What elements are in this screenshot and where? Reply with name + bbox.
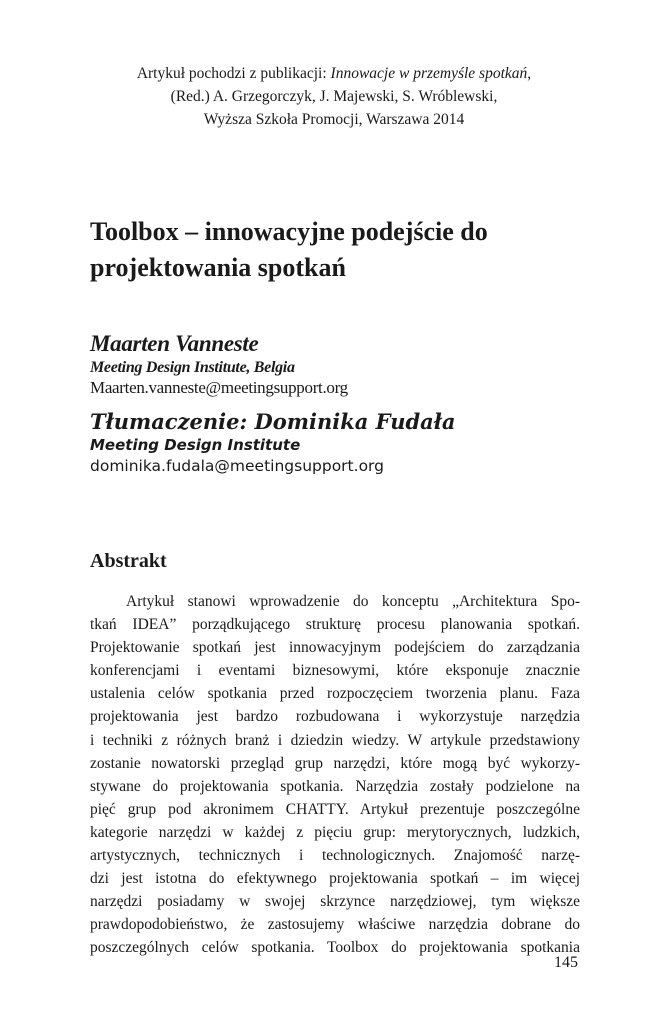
abstract-line: ustalenia celów spotkania przed rozpoczęciem tworzenia planu. Faza bbox=[90, 685, 580, 703]
abstract-line: projektowania jest bardzo rozbudowana i wykorzystuje narzędzia bbox=[90, 708, 580, 726]
abstract-line: stywane do projektowania spotkania. Narzędzia zostały podzielone na bbox=[90, 777, 580, 795]
abstract-line: Artykuł stanowi wprowadzenie do konceptu „Architektura Spo- bbox=[126, 593, 580, 610]
abstract-line: narzędzi posiadamy w swojej skrzynce narzędziowej, tym większe bbox=[90, 893, 580, 911]
author-name: Maarten Vanneste bbox=[90, 331, 259, 356]
abstract-line: kategorie narzędzi w każdej z pięciu grup: merytorycznych, ludzkich, bbox=[90, 823, 580, 841]
source-prefix: Artykuł pochodzi z publikacji: bbox=[136, 65, 331, 82]
source-line-1 bbox=[0, 62, 668, 85]
abstract-line: i techniki z różnych branż i dziedzin wiedzy. W artykule przedstawiony bbox=[90, 731, 580, 749]
source-publication-title: Innowacje w przemyśle spotkań bbox=[330, 65, 528, 82]
page-number: 145 bbox=[554, 954, 578, 971]
article-title-line-2: projektowania spotkań bbox=[90, 253, 346, 282]
abstract-line: tkań IDEA” porządkującego strukturę procesu planowania spotkań. bbox=[90, 616, 580, 634]
source-line-2: (Red.) A. Grzegorczyk, J. Majewski, S. Wróblewski, bbox=[170, 88, 498, 105]
abstract-line: pięć grup pod akronimem CHATTY. Artykuł prezentuje poszczególne bbox=[90, 800, 580, 818]
article-title-line-1: Toolbox – innowacyjne podejście do bbox=[90, 217, 488, 246]
article-title bbox=[90, 214, 590, 286]
abstract-line: poszczególnych celów spotkania. Toolbox do projektowania spotkania bbox=[90, 939, 580, 957]
translator-email: dominika.fudala@meetingsupport.org bbox=[90, 457, 384, 475]
source-suffix: , bbox=[527, 65, 532, 82]
abstract-line: dzi jest istotna do efektywnego projektowania spotkań – im więcej bbox=[90, 870, 580, 888]
abstract-body bbox=[90, 590, 580, 960]
publication-source-note bbox=[0, 62, 668, 131]
abstract-line: konferencjami i eventami biznesowymi, które eksponuje znacznie bbox=[90, 662, 580, 680]
abstract-line: artystycznych, technicznych i technologicznych. Znajomość narzę- bbox=[90, 847, 580, 865]
translator-name: Tłumaczenie: Dominika Fudała bbox=[90, 409, 456, 434]
author-block bbox=[90, 330, 348, 399]
source-line-3: Wyższa Szkoła Promocji, Warszawa 2014 bbox=[203, 111, 465, 128]
translator-affiliation: Meeting Design Institute bbox=[90, 436, 301, 454]
author-affiliation: Meeting Design Institute, Belgia bbox=[90, 359, 295, 376]
abstract-line: prawdopodobieństwo, że zastosujemy właściwe narzędzia dobrane do bbox=[90, 916, 580, 934]
author-email: Maarten.vanneste@meetingsupport.org bbox=[90, 378, 348, 397]
abstract-line: zostanie nowatorski przegląd grup narzędzi, które mogą być wykorzy- bbox=[90, 754, 580, 772]
translator-block bbox=[90, 408, 455, 477]
abstract-heading: Abstrakt bbox=[90, 550, 167, 572]
abstract-line: Projektowanie spotkań jest innowacyjnym podejściem do zarządzania bbox=[90, 639, 580, 657]
